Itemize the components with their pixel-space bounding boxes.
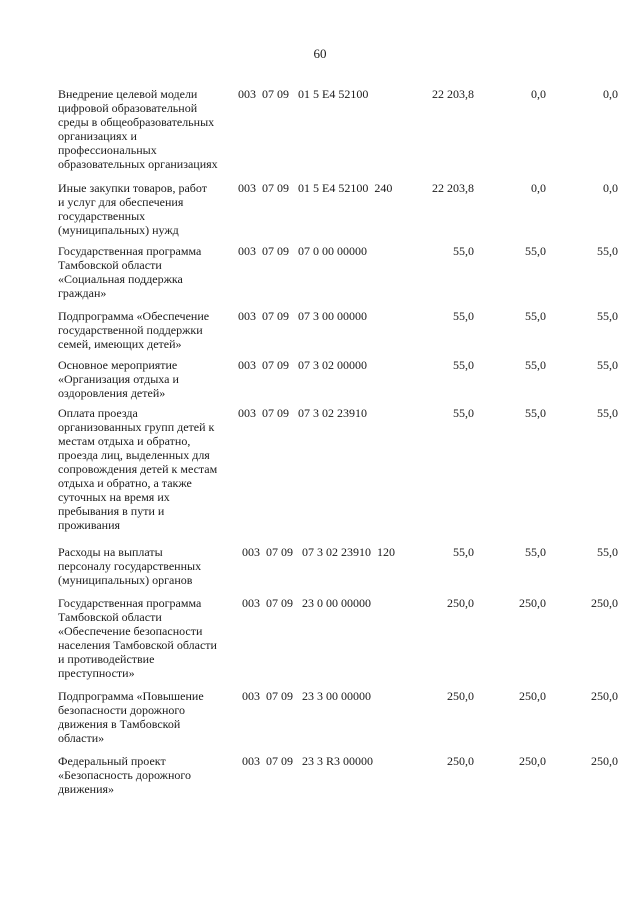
- row-value-3: 250,0: [591, 689, 618, 703]
- row-code: 003 07 09 07 3 02 00000: [238, 358, 367, 372]
- row-value-3: 55,0: [597, 358, 618, 372]
- row-name: Подпрограмма «Обеспечение государственной поддержки семей, имеющих детей»: [58, 309, 210, 351]
- row-value-3: 250,0: [591, 596, 618, 610]
- row-value-3: 55,0: [597, 244, 618, 258]
- row-value-3: 0,0: [603, 87, 618, 101]
- row-value-1: 250,0: [447, 596, 474, 610]
- row-name: Государственная программа Тамбовской области «Обеспечение безопасности населения Тамбовской области и противодействие преступности»: [58, 596, 217, 680]
- row-value-1: 55,0: [453, 244, 474, 258]
- row-value-3: 55,0: [597, 406, 618, 420]
- row-value-2: 55,0: [525, 358, 546, 372]
- row-code: 003 07 09 23 3 00 00000: [242, 689, 371, 703]
- row-code: 003 07 09 23 3 R3 00000: [242, 754, 374, 768]
- row-value-3: 0,0: [603, 181, 618, 195]
- row-value-2: 55,0: [525, 309, 546, 323]
- row-value-3: 55,0: [597, 545, 618, 559]
- row-name: Основное мероприятие «Организация отдыха и оздоровления детей»: [58, 358, 179, 400]
- row-value-1: 22 203,8: [432, 181, 474, 195]
- row-code: 003 07 09 23 0 00 00000: [242, 596, 371, 610]
- row-code: 003 07 09 07 3 02 23910: [238, 406, 367, 420]
- row-value-1: 55,0: [453, 309, 474, 323]
- row-value-1: 55,0: [453, 358, 474, 372]
- row-name: Иные закупки товаров, работ и услуг для обеспечения государственных (муниципальных) нужд: [58, 181, 207, 237]
- row-code: 003 07 09 07 0 00 00000: [238, 244, 367, 258]
- row-name: Внедрение целевой модели цифровой образовательной среды в общеобразовательных организациях и профессиональных образовательных организациях: [58, 87, 218, 171]
- row-value-2: 250,0: [519, 754, 546, 768]
- row-value-1: 250,0: [447, 689, 474, 703]
- row-code: 003 07 09 01 5 E4 52100: [238, 87, 369, 101]
- row-name: Федеральный проект «Безопасность дорожного движения»: [58, 754, 192, 796]
- row-code: 003 07 09 07 3 02 23910 120: [242, 545, 395, 559]
- row-value-2: 0,0: [531, 181, 546, 195]
- row-value-2: 55,0: [525, 244, 546, 258]
- row-value-2: 0,0: [531, 87, 546, 101]
- row-value-2: 250,0: [519, 596, 546, 610]
- row-code: 003 07 09 01 5 E4 52100 240: [238, 181, 393, 195]
- row-value-1: 22 203,8: [432, 87, 474, 101]
- row-name: Государственная программа Тамбовской области «Социальная поддержка граждан»: [58, 244, 202, 300]
- row-name: Подпрограмма «Повышение безопасности дорожного движения в Тамбовской области»: [58, 689, 204, 745]
- row-code: 003 07 09 07 3 00 00000: [238, 309, 367, 323]
- row-value-2: 250,0: [519, 689, 546, 703]
- row-value-1: 250,0: [447, 754, 474, 768]
- row-value-2: 55,0: [525, 406, 546, 420]
- row-value-1: 55,0: [453, 545, 474, 559]
- row-value-3: 55,0: [597, 309, 618, 323]
- row-value-3: 250,0: [591, 754, 618, 768]
- row-value-1: 55,0: [453, 406, 474, 420]
- row-name: Расходы на выплаты персоналу государственных (муниципальных) органов: [58, 545, 202, 587]
- row-value-2: 55,0: [525, 545, 546, 559]
- row-name: Оплата проезда организованных групп детей к местам отдыха и обратно, проезда лиц, выделенных для сопровождения детей к местам отдыха и обратно, а также суточных на время их пребывания в пути и проживания: [58, 406, 218, 532]
- page-number: 60: [313, 46, 327, 61]
